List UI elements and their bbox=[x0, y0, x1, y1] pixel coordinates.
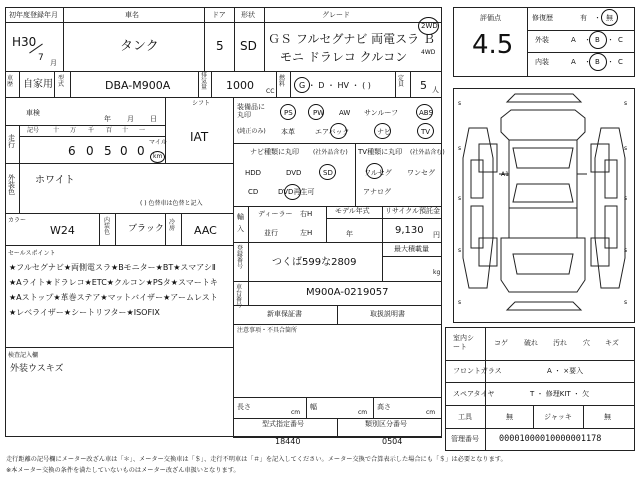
color-code-label: カラー bbox=[8, 217, 27, 224]
capacity-unit: 人 bbox=[432, 86, 439, 94]
left-hand-option: 左H bbox=[300, 229, 313, 237]
color-label: 外装色 bbox=[8, 174, 15, 196]
plate-label: 登録番号 bbox=[237, 245, 244, 270]
first-reg-value: H30 bbox=[12, 35, 37, 49]
interior-option: B bbox=[595, 58, 600, 66]
use-label: 車歴 bbox=[7, 75, 14, 88]
mileage-digit-label: 百 bbox=[106, 127, 113, 134]
diagram-mark: s bbox=[458, 145, 462, 152]
navi-type-sub: (社外品含む) bbox=[313, 149, 348, 156]
footer-line1: 走行距離の記号欄にメーター改ざん車は「＊」、メーター交換車は「＄」、走行不明車は「＃」を記入してください。メーター交換で合算表示した場合にも「＄」は必要となります。 bbox=[6, 456, 507, 463]
tv-type-item: フルセグ bbox=[364, 169, 392, 177]
ac-label: 冷房 bbox=[169, 219, 176, 232]
shaken-day-unit: 日 bbox=[150, 115, 157, 123]
repair-option: 無 bbox=[606, 14, 613, 22]
recycle-value: 9,130 bbox=[395, 225, 424, 236]
spare-label: スペアタイヤ bbox=[453, 390, 495, 398]
diagram-mark: s bbox=[458, 100, 462, 107]
color-code-value: W24 bbox=[50, 224, 75, 237]
car-diagram bbox=[453, 88, 635, 323]
mileage-digit-label: 十 bbox=[122, 127, 129, 134]
score-value: 4.5 bbox=[472, 30, 514, 60]
shaken-month-unit: 月 bbox=[127, 115, 134, 123]
right-hand-option: 右H bbox=[300, 210, 313, 218]
model-name: タンク bbox=[120, 39, 159, 54]
inspector-label: 検査記入欄 bbox=[8, 352, 39, 359]
chassis-label: 車台番号 bbox=[236, 284, 243, 309]
navi-type-item: DVD bbox=[286, 169, 302, 177]
class-value: 0504 bbox=[382, 437, 403, 446]
interior-color-value: ブラック bbox=[128, 224, 164, 234]
diagram-mark: s bbox=[458, 195, 462, 202]
cabin-item: コゲ bbox=[494, 339, 508, 347]
mileage-km-unit: km bbox=[153, 153, 163, 160]
cabin-item: キズ bbox=[605, 339, 619, 347]
capacity-label: 定員 bbox=[398, 75, 405, 88]
width-label: 幅 bbox=[310, 403, 317, 411]
type-cert-label: 型式指定番号 bbox=[262, 420, 304, 428]
mileage-digit-label: 一 bbox=[139, 127, 146, 134]
fuel-options: G ・ D ・ HV ・ ( ) bbox=[299, 81, 371, 90]
fullseg-circle bbox=[366, 163, 383, 179]
abs-circle bbox=[416, 104, 433, 120]
fuel-label: 燃料 bbox=[279, 75, 286, 88]
tv-type-item: ワンセグ bbox=[407, 169, 435, 177]
spare-options: T ・ 修理KIT ・ 欠 bbox=[530, 390, 590, 398]
tv-circle bbox=[417, 123, 434, 139]
type-value: DBA-M900A bbox=[105, 79, 171, 92]
height-label: 高さ bbox=[377, 403, 391, 411]
equipment-sublabel: (純正のみ) bbox=[237, 128, 266, 135]
glass-label: フロントガラス bbox=[453, 367, 502, 375]
sales-point-line: ★Aストップ★革巻ステア★マットバイザー★アームレスト bbox=[9, 293, 218, 302]
color-value: ホワイト bbox=[35, 175, 75, 186]
mgmt-value: 00001000010000001178 bbox=[499, 434, 602, 444]
model-year-label: モデル年式 bbox=[335, 207, 370, 215]
type-label: 型式 bbox=[58, 75, 65, 88]
exterior-option: ・ bbox=[584, 36, 591, 44]
grade-line2: モニ ドラレコ クルコン bbox=[280, 50, 408, 64]
tools-value: 無 bbox=[506, 413, 513, 421]
repair-option: ・ bbox=[594, 14, 601, 22]
ac-value: AAC bbox=[194, 224, 217, 237]
mileage-mile-unit: マイル bbox=[149, 139, 167, 146]
import-label-a: 輸 bbox=[237, 213, 244, 221]
exterior-b-circle bbox=[589, 31, 607, 49]
interior-option: ・ bbox=[584, 58, 591, 66]
equipment-item: TV bbox=[421, 128, 431, 136]
inspector-value: 外装ウスキズ bbox=[10, 364, 64, 374]
sd-circle bbox=[319, 164, 336, 180]
diagram-mark: s bbox=[624, 299, 628, 306]
drive-value: 2WD bbox=[421, 22, 438, 30]
score-label: 評価点 bbox=[480, 14, 501, 22]
sales-point-line: ★レベライザー★シートリフター★ISOFIX bbox=[9, 308, 160, 317]
tv-type-label: TV種類に丸印 bbox=[358, 148, 403, 156]
diagram-mark: s bbox=[458, 299, 462, 306]
mileage-label: 走行 bbox=[8, 134, 15, 149]
repair-none-circle bbox=[601, 9, 618, 26]
capacity-value: 5 bbox=[420, 79, 427, 92]
width-unit: cm bbox=[358, 409, 368, 416]
navi-type-label: ナビ種類に丸印 bbox=[250, 148, 299, 156]
exterior-option: C bbox=[618, 36, 623, 44]
first-reg-month-unit: 月 bbox=[50, 59, 57, 67]
exterior-option: A bbox=[571, 36, 576, 44]
grade-line1: ＧＳ フルセグナビ 両電スラ Ｂ bbox=[268, 32, 435, 46]
cabin-item: 破れ bbox=[524, 339, 538, 347]
color-note: ( ) 色替車は色替と記入 bbox=[140, 200, 203, 207]
drive-alt: 4WD bbox=[421, 49, 436, 56]
interior-label: 内装 bbox=[535, 58, 549, 66]
equipment-item: ABS bbox=[419, 109, 433, 117]
cabin-item: 穴 bbox=[583, 339, 590, 347]
pw-circle bbox=[308, 104, 324, 120]
use-value: 自家用 bbox=[23, 79, 53, 90]
interior-option: A bbox=[571, 58, 576, 66]
shaken-year-unit: 年 bbox=[104, 115, 111, 123]
equipment-item: PS bbox=[284, 109, 293, 117]
grade-label: グレード bbox=[322, 11, 350, 19]
footer-line2: ※本メーター交換の条件を満たしていないものはメーター改ざん車扱いとなります。 bbox=[6, 467, 240, 474]
recycle-label: リサイクル預託金 bbox=[385, 207, 441, 215]
sales-point-line: ★Aライト★ドラレコ★ETC★クルコン★PSタ★スマートキ bbox=[9, 278, 218, 287]
length-label: 長さ bbox=[237, 403, 251, 411]
exterior-option: ・ bbox=[607, 36, 614, 44]
diagram-mark: s bbox=[624, 145, 628, 152]
interior-option: C bbox=[618, 58, 623, 66]
mgmt-label: 管理番号 bbox=[451, 435, 479, 443]
mileage-digit-label: 千 bbox=[88, 127, 95, 134]
navi-type-item: DVD再生可 bbox=[278, 188, 315, 196]
diagram-mark: s bbox=[458, 247, 462, 254]
shape-label: 形状 bbox=[241, 11, 255, 19]
shift-value: IAT bbox=[190, 130, 209, 144]
class-label: 類別区分番号 bbox=[365, 420, 407, 428]
import-label-b: 入 bbox=[237, 225, 244, 233]
dvd-play-circle bbox=[284, 184, 301, 200]
first-reg-month: 7 bbox=[38, 53, 44, 63]
model-year-unit: 年 bbox=[346, 230, 353, 238]
mileage-digit: 5 bbox=[104, 144, 112, 158]
jack-value: 無 bbox=[604, 413, 611, 421]
exterior-label: 外装 bbox=[535, 36, 549, 44]
equipment-item: AW bbox=[339, 109, 351, 117]
airbag-circle bbox=[330, 123, 347, 139]
navi-circle bbox=[374, 123, 391, 139]
length-unit: cm bbox=[291, 409, 301, 416]
mileage-digit: 0 bbox=[120, 144, 128, 158]
diagram-mark: s bbox=[624, 100, 628, 107]
sales-points-label: セールスポイント bbox=[8, 250, 56, 257]
warranty-label: 新車保証書 bbox=[267, 310, 302, 318]
model-name-label: 車名 bbox=[125, 11, 139, 19]
tv-type-item: アナログ bbox=[363, 188, 391, 196]
interior-color-label: 内装色 bbox=[104, 217, 111, 236]
navi-type-item: HDD bbox=[245, 169, 262, 177]
mileage-digit-label: 万 bbox=[70, 127, 77, 134]
repair-label: 修復歴 bbox=[532, 14, 553, 22]
cc-unit: CC bbox=[266, 88, 275, 95]
doors-label: ドア bbox=[212, 11, 226, 19]
diagram-mark: s bbox=[624, 195, 628, 202]
tv-type-sub: (社外品含む) bbox=[410, 149, 445, 156]
mileage-digit: 6 bbox=[68, 144, 76, 158]
plate-value: つくば599な2809 bbox=[272, 257, 357, 268]
dealer-option: ディーラー bbox=[258, 210, 293, 218]
type-cert-value: 18440 bbox=[275, 437, 301, 446]
chassis-value: M900A-0219057 bbox=[306, 287, 389, 298]
fuel-circle bbox=[294, 77, 310, 93]
tools-label: 工具 bbox=[458, 413, 472, 421]
parallel-option: 並行 bbox=[264, 229, 278, 237]
equipment-item: ナビ bbox=[377, 128, 391, 136]
displacement-value: 1000 bbox=[226, 79, 254, 92]
equipment-label: 装備品に丸印 bbox=[237, 103, 265, 119]
max-load-label: 最大積載量 bbox=[394, 245, 429, 253]
equipment-item: PW bbox=[313, 109, 325, 117]
glass-options: A ・ ×要入 bbox=[547, 367, 584, 375]
sales-point-line: ★フルセグナビ★両側電スラ★Bモニター★BT★スマアシⅡ bbox=[9, 263, 216, 272]
mileage-digit: 0 bbox=[86, 144, 94, 158]
repair-option: 有 bbox=[580, 14, 587, 22]
cabin-label: 室内シート bbox=[453, 334, 474, 352]
equipment-item: 本革 bbox=[281, 128, 295, 136]
recycle-yen: 円 bbox=[433, 231, 440, 239]
height-unit: cm bbox=[426, 409, 436, 416]
equipment-item: エアバック bbox=[315, 128, 350, 136]
notes-label: 注意事項・不具合箇所 bbox=[237, 327, 298, 334]
displacement-label: 排気量 bbox=[201, 72, 208, 91]
diagram-mark: s bbox=[624, 247, 628, 254]
shift-label: シフト bbox=[192, 100, 211, 107]
cabin-item: 汚れ bbox=[553, 339, 567, 347]
ps-circle bbox=[280, 104, 296, 120]
interior-b-circle bbox=[589, 53, 607, 71]
first-reg-label: 初年度登録年月 bbox=[9, 11, 58, 19]
shaken-label: 車検 bbox=[26, 109, 40, 117]
exterior-option: B bbox=[595, 36, 600, 44]
mileage-digit-label: 記号 bbox=[27, 127, 40, 134]
manual-label: 取扱説明書 bbox=[370, 310, 405, 318]
mileage-digit: 0 bbox=[137, 144, 145, 158]
diagram-a1-mark: A1 bbox=[501, 171, 509, 178]
doors-value: 5 bbox=[216, 39, 224, 53]
mileage-digit-label: 十 bbox=[53, 127, 60, 134]
shape-value: SD bbox=[240, 39, 257, 53]
navi-type-item: SD bbox=[323, 169, 333, 177]
interior-option: ・ bbox=[607, 58, 614, 66]
equipment-item: サンルーフ bbox=[364, 109, 399, 117]
jack-label: ジャッキ bbox=[544, 413, 572, 421]
navi-type-item: CD bbox=[248, 188, 259, 196]
max-load-unit: kg bbox=[433, 269, 441, 276]
